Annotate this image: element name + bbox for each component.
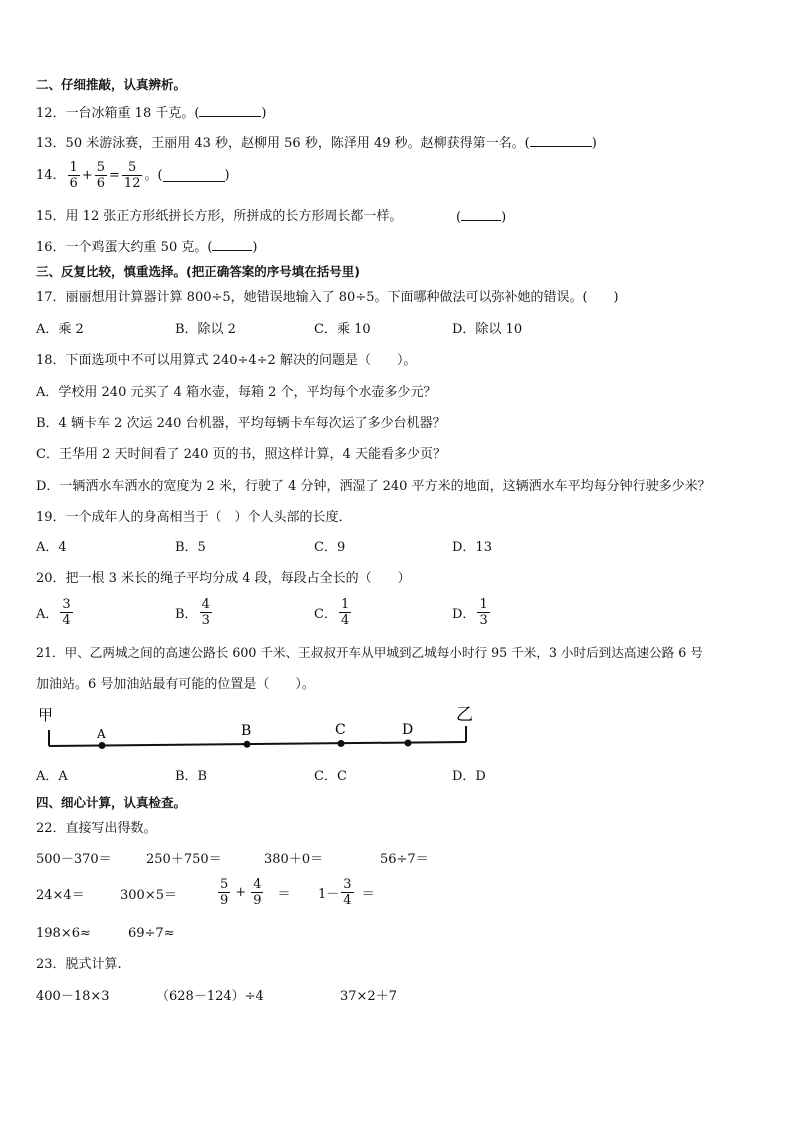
question-18-text: 18．下面选项中不可以用算式 240÷4÷2 解决的问题是（ ）。 <box>36 353 417 368</box>
question-16-text: 16．一个鸡蛋大约重 50 克。( <box>36 240 213 255</box>
denominator: 4 <box>62 613 71 628</box>
equals-sign: = <box>109 167 120 183</box>
point-c[interactable] <box>338 740 345 747</box>
answer-blank-16[interactable] <box>212 238 252 251</box>
point-a-label: A <box>97 727 106 741</box>
calc-item-fraction-sum <box>216 877 290 908</box>
numerator: 4 <box>201 597 210 612</box>
plus-sign: + <box>81 167 93 183</box>
numerator: 5 <box>220 877 229 892</box>
option-d[interactable]: D．一辆洒水车洒水的宽度为 2 米，行驶了 4 分钟，洒湿了 240 平方米的地面，这辆洒水车平均每分钟行驶多少米？ <box>36 479 711 494</box>
question-12-text: 12．一台冰箱重 18 千克。( <box>36 106 200 121</box>
fraction <box>122 160 143 191</box>
denominator: 3 <box>479 613 488 628</box>
numerator: 1 <box>479 597 488 612</box>
answer-blank-12[interactable] <box>199 104 261 117</box>
road-line <box>49 742 466 746</box>
point-a[interactable] <box>99 742 106 749</box>
denominator: 6 <box>96 176 106 191</box>
option-b[interactable]: B．5 <box>175 540 206 555</box>
point-c-label: C <box>335 722 346 738</box>
calc-item: 380＋0＝ <box>264 852 324 867</box>
calc-expression: （628－124）÷4 <box>156 989 264 1004</box>
paren-close: ) <box>591 136 597 151</box>
fraction <box>200 597 212 628</box>
question-14-tail: 。( <box>144 167 163 183</box>
numerator: 4 <box>253 877 262 892</box>
question-15-answer <box>456 208 506 227</box>
option-c[interactable]: C．C <box>314 769 347 784</box>
question-20-text: 20．把一根 3 米长的绳子平均分成 4 段，每段占全长的（ ） <box>36 571 411 586</box>
option-label: D． <box>452 607 476 622</box>
denominator: 9 <box>253 893 262 908</box>
road-diagram <box>30 700 480 755</box>
numerator: 5 <box>128 160 137 175</box>
question-12 <box>36 104 267 123</box>
fraction <box>339 597 351 628</box>
section-2-title: 二、仔细推敲，认真辨析。 <box>36 77 187 92</box>
fraction <box>218 877 230 908</box>
calc-item: 250＋750＝ <box>146 852 222 867</box>
option-a[interactable]: A．4 <box>36 540 67 555</box>
section-4-title: 四、细心计算，认真检查。 <box>36 795 187 810</box>
fraction <box>68 160 80 191</box>
numerator: 1 <box>340 597 350 612</box>
question-19-text: 19．一个成年人的身高相当于（ ）个人头部的长度． <box>36 510 352 525</box>
answer-blank-15[interactable] <box>461 208 501 221</box>
equals-sign: ＝ <box>361 887 375 902</box>
start-city-label: 甲 <box>38 706 54 724</box>
calc-prefix: 1－ <box>318 887 340 902</box>
option-b[interactable]: B．4 辆卡车 2 次运 240 台机器，平均每辆卡车每次运了多少台机器？ <box>36 416 446 431</box>
denominator: 4 <box>340 613 350 628</box>
calc-item: 198×6≈ <box>36 926 91 941</box>
fraction <box>60 597 72 628</box>
fraction <box>95 160 107 191</box>
calc-expression: 400－18×3 <box>36 989 110 1004</box>
option-c[interactable]: C．乘 10 <box>314 322 371 337</box>
question-21-line-1: 21．甲、乙两城之间的高速公路长 600 千米、王叔叔开车从甲城到乙城每小时行 95 千米，3 小时后到达高速公路 6 号 <box>36 645 703 660</box>
numerator: 3 <box>62 597 71 612</box>
option-a[interactable] <box>36 597 75 628</box>
denominator: 6 <box>69 176 78 191</box>
denominator: 9 <box>220 893 229 908</box>
denominator: 4 <box>343 893 352 908</box>
question-21-line-2: 加油站。6 号加油站最有可能的位置是（ ）。 <box>36 677 315 692</box>
option-b[interactable]: B．B <box>175 769 208 784</box>
option-c[interactable]: C．王华用 2 天时间看了 240 页的书，照这样计算，4 天能看多少页？ <box>36 447 446 462</box>
numerator: 3 <box>343 877 352 892</box>
option-label: C． <box>314 607 337 622</box>
question-16 <box>36 238 258 257</box>
option-b[interactable] <box>175 597 214 628</box>
calc-item: 500－370＝ <box>36 852 112 867</box>
paren-open: ( <box>456 210 462 225</box>
numerator: 1 <box>69 160 78 175</box>
denominator: 3 <box>201 613 210 628</box>
point-d-label: D <box>402 722 414 738</box>
question-23-text: 23．脱式计算. <box>36 957 122 972</box>
numerator: 5 <box>96 160 106 175</box>
question-14 <box>36 160 230 191</box>
calc-item: 24×4＝ <box>36 888 85 903</box>
point-b[interactable] <box>244 741 251 748</box>
option-label: B． <box>175 607 198 622</box>
calc-item: 300×5＝ <box>120 888 177 903</box>
question-15-text: 15．用 12 张正方形纸拼长方形，所拼成的长方形周长都一样。 <box>36 209 403 224</box>
point-b-label: B <box>241 723 252 739</box>
paren-close: ) <box>501 210 507 225</box>
option-a[interactable]: A．学校用 240 元买了 4 箱水壶，每箱 2 个，平均每个水壶多少元？ <box>36 385 437 400</box>
end-city-label: 乙 <box>456 705 473 725</box>
fraction <box>477 597 489 628</box>
option-c[interactable] <box>314 597 353 628</box>
equals-sign: ＝ <box>277 887 291 902</box>
answer-blank-13[interactable] <box>530 134 592 147</box>
paren-close: ) <box>261 106 267 121</box>
question-22-text: 22．直接写出得数。 <box>36 821 157 836</box>
calc-item-fraction-diff <box>318 877 375 908</box>
option-a[interactable]: A．乘 2 <box>36 322 84 337</box>
calc-expression: 37×2＋7 <box>340 989 397 1004</box>
option-d[interactable]: D．D <box>452 769 486 784</box>
question-14-number: 14． <box>36 167 66 183</box>
option-b[interactable]: B．除以 2 <box>175 322 236 337</box>
point-d[interactable] <box>405 740 412 747</box>
denominator: 12 <box>123 176 141 191</box>
calc-item: 69÷7≈ <box>128 926 175 941</box>
question-13-text: 13．50 米游泳赛，王丽用 43 秒，赵柳用 56 秒，陈泽用 49 秒。赵柳获得第一名。( <box>36 136 530 151</box>
option-d[interactable]: D．13 <box>452 540 492 555</box>
option-d[interactable]: D．除以 10 <box>452 322 523 337</box>
answer-blank-14[interactable] <box>163 169 225 182</box>
option-label: A． <box>36 607 59 622</box>
fraction <box>341 877 353 908</box>
section-3-title: 三、反复比较，慎重选择。(把正确答案的序号填在括号里) <box>36 264 360 279</box>
option-d[interactable] <box>452 597 492 628</box>
paren-close: ) <box>252 240 258 255</box>
option-a[interactable]: A．A <box>36 769 68 784</box>
question-13 <box>36 134 597 153</box>
question-17-text: 17．丽丽想用计算器计算 800÷5，她错误地输入了 80÷5。下面哪种做法可以弥补她的错误。( ) <box>36 290 619 305</box>
option-c[interactable]: C．9 <box>314 540 346 555</box>
paren-close: ) <box>224 167 230 183</box>
plus-sign: + <box>235 885 247 900</box>
calc-item: 56÷7＝ <box>380 852 429 867</box>
question-15 <box>36 208 402 226</box>
fraction <box>251 877 263 908</box>
